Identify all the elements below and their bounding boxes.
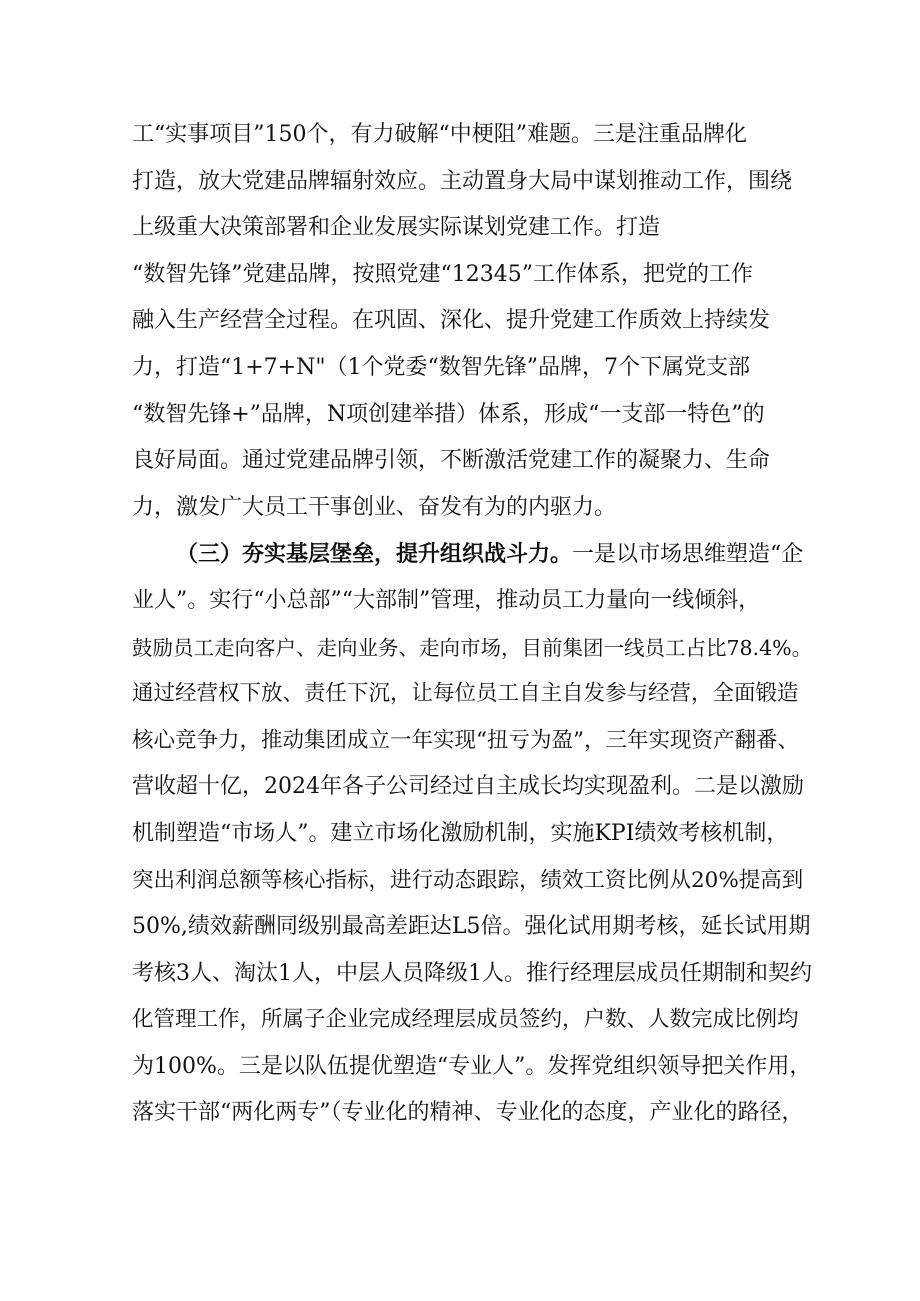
text-line (132, 205, 812, 252)
text-line (132, 298, 812, 345)
text-line-content: 一是以市场思维塑造“企 (572, 542, 804, 568)
text-line (132, 951, 812, 998)
text-line (132, 345, 812, 392)
text-line-content: 考核3人、淘汰1人，中层人员降级1人。推行经理层成员任期制和契约 (132, 960, 812, 986)
text-line-content: 50%,绩效薪酬同级别最高差距达L5倍。强化试用期考核，延长试用期 (132, 914, 811, 940)
text-line-content: 良好局面。通过党建品牌引领，不断激活党建工作的凝聚力、生命 (132, 448, 771, 474)
text-line (132, 1044, 812, 1091)
text-line-content: 营收超十亿，2024年各子公司经过自主成长均实现盈利。二是以激励 (132, 774, 804, 800)
text-line-content: 力，激发广大员工干事创业、奋发有为的内驱力。 (132, 494, 617, 520)
text-line (132, 1090, 812, 1137)
text-line-content: “数智先锋+”品牌，N项创建举措）体系，形成“一支部一特色”的 (132, 401, 765, 427)
section-heading-line (132, 531, 812, 578)
section-heading: （三）夯实基层堡垒，提升组织战斗力。 (176, 541, 573, 568)
text-line (132, 112, 812, 159)
text-line-content: 工“实事项目”150个，有力破解“中梗阻”难题。三是注重品牌化 (132, 122, 747, 147)
text-line (132, 252, 812, 299)
text-line-content: 打造，放大党建品牌辐射效应。主动置身大局中谋划推动工作，围绕 (132, 168, 793, 194)
text-line-content: 融入生产经营全过程。在巩固、深化、提升党建工作质效上持续发 (132, 308, 771, 334)
text-line-content: 落实干部“两化两专”（专业化的精神、专业化的态度，产业化的路径， (132, 1100, 804, 1126)
text-line-content: 化管理工作，所属子企业完成经理层成员签约，户数、人数完成比例均 (132, 1007, 799, 1033)
text-line-content: 力，打造“1+7+N"（1个党委“数智先锋”品牌，7个下属党支部 (132, 354, 750, 380)
text-line-content: 通过经营权下放、责任下沉，让每位员工自主自发参与经营，全面锻造 (132, 681, 799, 707)
text-line-content: 上级重大决策部署和企业发展实际谋划党建工作。打造 (132, 215, 661, 241)
body-text (132, 112, 812, 1137)
text-line (132, 438, 812, 485)
text-line (132, 671, 812, 718)
text-line (132, 997, 812, 1044)
text-line-content: 业人”。实行“小总部”“大部制”管理，推动员工力量向一线倾斜， (132, 587, 761, 613)
text-line (132, 625, 812, 672)
text-line (132, 392, 812, 439)
text-line (132, 904, 812, 951)
text-line (132, 485, 812, 532)
text-line-content: 鼓励员工走向客户、走向业务、走向市场，目前集团一线员工占比78.4%。 (132, 635, 813, 660)
text-line (132, 764, 812, 811)
text-line-content: “数智先锋”党建品牌，按照党建“12345”工作体系，把党的工作 (132, 261, 753, 287)
text-line (132, 858, 812, 905)
text-line (132, 718, 812, 765)
text-line (132, 578, 812, 625)
text-line (132, 811, 812, 858)
text-line-content: 核心竞争力，推动集团成立一年实现“扭亏为盈”，三年实现资产翻番、 (132, 727, 799, 753)
text-line-content: 突出利润总额等核心指标，进行动态跟踪，绩效工资比例从20%提高到 (132, 867, 804, 893)
text-line (132, 159, 812, 206)
text-line-content: 为100%。三是以队伍提优塑造“专业人”。发挥党组织领导把关作用， (132, 1053, 812, 1079)
text-line-content: 机制塑造“市场人”。建立市场化激励机制，实施KPI绩效考核机制， (132, 820, 789, 846)
